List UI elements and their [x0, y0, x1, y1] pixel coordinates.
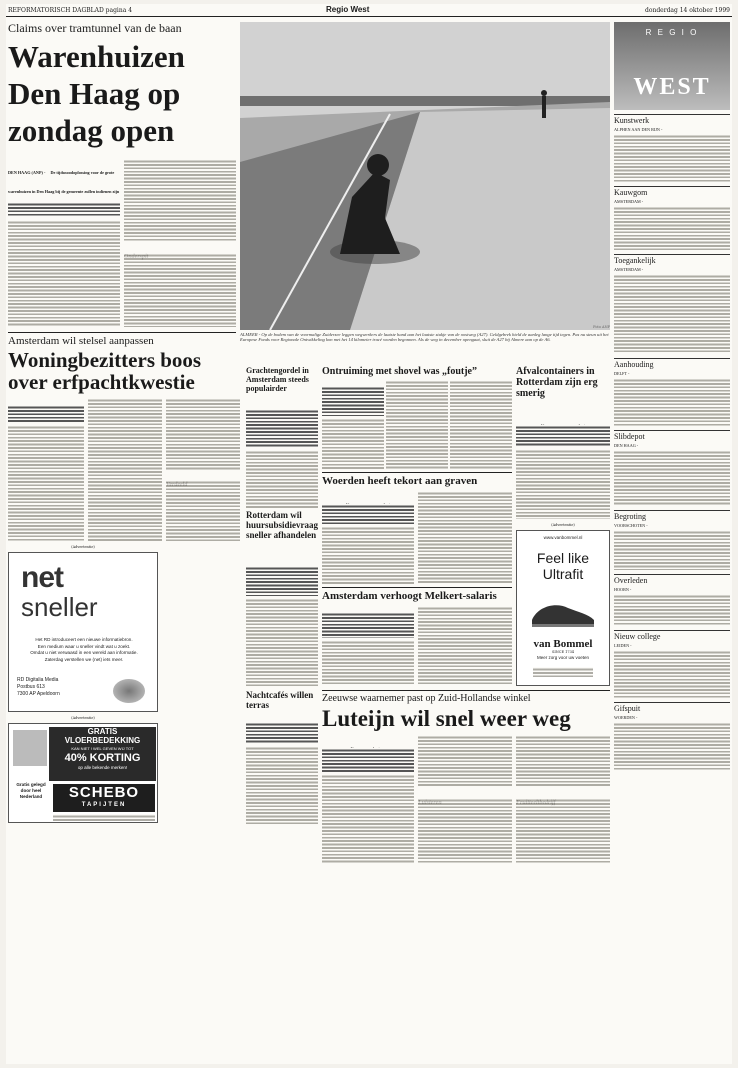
sidebar-item-body [614, 274, 730, 354]
article-7-col-1 [246, 598, 318, 686]
article-4-lead-lines [322, 386, 384, 416]
article-4-col-2 [386, 380, 448, 470]
main-article-kicker: Claims over tramtunnel van de baan [8, 21, 182, 35]
article-10-headline-box [322, 706, 610, 732]
newspaper-page [6, 4, 732, 1064]
ultrafit-ad-label: (Advertentie) [551, 523, 575, 527]
photo-caption-box [240, 332, 610, 362]
article-4-headline: Ontruiming met shovel was „foutje” [322, 366, 477, 377]
article-10-subhead-1-box [418, 789, 512, 797]
sidebar-item-dateline: VOORSCHOTEN - [614, 523, 648, 528]
shoe-icon [528, 594, 598, 630]
main-article-col-2a [124, 159, 236, 241]
sidebar-item-title: Kunstwerk [614, 114, 730, 125]
article-2-headline-line-2: over erfpachtkwestie [8, 370, 195, 394]
netsneller-line-3: Omdat u niet verwaasd in een wereld aan informatie. [30, 650, 138, 655]
main-article-lead-text: De tijdsnoodoplossing voor de grote warenhuizen in Den Haag bij de gemeente zullen indienen zijn [8, 170, 120, 194]
sidebar-item-body [614, 134, 730, 182]
article-6-headline-box [322, 475, 512, 489]
schebo-line-3: KAN NIET ! WEL GEVEN WIJ TOT [71, 746, 134, 751]
road-workers-photo [240, 22, 610, 330]
netsneller-line-1: Het RD introduceert een nieuwe informatiebron. [35, 637, 133, 642]
article-9-lead-lines [246, 722, 318, 744]
article-2-col-3a [166, 398, 240, 470]
schebo-offer [49, 727, 156, 781]
article-10-kicker-box [322, 693, 610, 705]
sidebar-item-body [614, 378, 730, 426]
netsneller-address-3: 7300 AP Apeldoorn [17, 691, 60, 697]
sidebar-item-body [614, 722, 730, 770]
regio-west-banner [614, 22, 730, 110]
article-2-kicker-box [8, 335, 236, 349]
article-9-headline: Nachtcafés willen terras [246, 690, 314, 710]
article-4-headline-box [322, 366, 512, 378]
main-headline-line-3: zondag open [8, 113, 175, 148]
article-6-headline: Woerden heeft tekort aan graven [322, 475, 478, 487]
main-headline-line-2: Den Haag op [8, 76, 181, 111]
netsneller-brand-sneller: sneller [21, 592, 98, 622]
photo-credit: Foto ANP [593, 325, 610, 329]
schebo-side-text [11, 782, 51, 806]
ultrafit-brand: van Bommel [533, 638, 593, 650]
netsneller-address-2: Postbus 613 [17, 684, 45, 690]
sidebar-item-dateline: LEIDEN - [614, 643, 632, 648]
article-10-col-2a [418, 735, 512, 787]
sidebar-item-title: Toegankelijk [614, 254, 730, 265]
article-3-headline-box [246, 366, 318, 402]
sidebar-item-body [614, 530, 730, 570]
page-header [6, 4, 732, 17]
article-2-headline [8, 349, 240, 395]
article-8-headline: Amsterdam verhoogt Melkert-salaris [322, 590, 497, 602]
ultrafit-tagline: Meer zorg voor uw voeten [536, 655, 590, 660]
header-left: REFORMATORISCH DAGBLAD pagina 4 [8, 7, 133, 14]
schebo-line-5: op alle bekende merken! [77, 765, 128, 770]
schebo-line-4: 40% KORTING [64, 752, 141, 764]
road-scene-illustration [240, 22, 610, 330]
ultrafit-brand-sub: SINCE 1734 [551, 650, 575, 654]
article-3-headline: Grachtengordel in Amsterdam steeds populairder [246, 366, 309, 393]
article-10-col-3a [516, 735, 610, 787]
article-10-col-3b [516, 798, 610, 864]
article-6-lead-lines [322, 504, 414, 524]
article-10-headline: Luteijn wil snel weer weg [322, 706, 571, 731]
header-date: donderdag 14 oktober 1999 [645, 7, 730, 14]
article-10-col-2b [418, 798, 512, 864]
article-2-col-1 [8, 425, 84, 541]
sidebar-item-title: Overleden [614, 574, 730, 585]
article-3-col-1 [246, 450, 318, 508]
ultrafit-store-lines [533, 667, 593, 677]
sidebar-item-body [614, 206, 730, 250]
sidebar-item-body [614, 450, 730, 506]
schebo-line-2: VLOERBEDEKKING [64, 736, 141, 745]
sidebar-item-dateline: WOERDEN - [614, 715, 638, 720]
netsneller-brand-net: net [21, 561, 63, 594]
main-headline-line-1: Warenhuizen [8, 39, 185, 74]
article-2-col-2 [88, 398, 162, 541]
main-article-col-2b [124, 253, 236, 327]
sidebar-item-title: Aanhouding [614, 358, 730, 369]
article-divider [8, 332, 236, 333]
article-7-headline: Rotterdam wil huursubsidievraag sneller afhandelen [246, 510, 319, 540]
schebo-brand-sub: TAPIJTEN [81, 802, 127, 808]
article-5-lead-lines [516, 425, 610, 447]
article-4-col-3 [450, 380, 512, 470]
schebo-logo [53, 784, 155, 812]
article-2-col-3b [166, 480, 240, 541]
article-5-headline-box [516, 366, 610, 410]
article-6-col-2 [418, 491, 512, 584]
article-8-col-1 [322, 640, 414, 686]
ultrafit-line-2: Ultrafit [542, 566, 584, 582]
sidebar-item [614, 510, 730, 574]
article-8-headline-box [322, 590, 512, 604]
article-9-headline-box [246, 690, 318, 714]
main-article-subhead-box [124, 243, 236, 251]
sidebar-item [614, 186, 730, 254]
sidebar-news-list [614, 114, 730, 854]
netsneller-ad-label: (Advertentie) [71, 545, 95, 549]
article-2-subhead-box [166, 471, 240, 479]
ultrafit-url[interactable]: www.vanbommel.nl [543, 535, 583, 540]
schebo-ad[interactable] [8, 723, 158, 823]
netsneller-ad[interactable] [8, 552, 158, 712]
schebo-side-1: Gratis gelegd [16, 782, 46, 787]
sidebar-item [614, 574, 730, 630]
schebo-brand: SCHEBO [68, 784, 140, 801]
carpet-roll-icon [13, 730, 47, 766]
article-8-col-2 [418, 606, 512, 686]
article-8-lead-lines [322, 612, 414, 638]
sidebar-item-dateline: DEN HAAG - [614, 443, 639, 448]
main-article-headline [8, 38, 240, 156]
sidebar-item-title: Begroting [614, 510, 730, 521]
header-section: Regio West [326, 5, 370, 14]
sidebar-item-dateline: AMSTERDAM - [614, 199, 644, 204]
article-2-kicker: Amsterdam wil stelsel aanpassen [8, 335, 154, 347]
schebo-side-3: Nederland [19, 794, 43, 799]
main-article-lead-lines [8, 202, 120, 216]
article-10-lead-lines [322, 748, 414, 772]
banner-west: WEST [633, 74, 711, 100]
article-2-lead-lines [8, 405, 84, 423]
article-9-col-1 [246, 746, 318, 826]
article-7-headline-box [246, 510, 318, 558]
main-article-col-1 [8, 220, 120, 327]
netsneller-line-4: Zaterdag verstellen we (net) iets meer. [44, 656, 124, 662]
article-3-lead-lines [246, 409, 318, 447]
ultrafit-line-1: Feel like [536, 550, 590, 566]
schebo-address-lines [53, 814, 155, 821]
sidebar-item-dateline: AMSTERDAM - [614, 267, 644, 272]
schebo-side-2: door heel [20, 788, 42, 793]
sidebar-item-title: Kauwgom [614, 186, 730, 197]
photo-caption: ALMEER - Op de bodem van de voormalige Zuiderzee leggen wegwerkers de laatste hand aan het laatste stukje van de oostweg (A27). Geldgebrek hield de aanleg lange tijd tegen. Pas nu steun uit het Europese Fonds voor Regionale Ontwikkeling kon met het 14 kilometer tracé worden begonnen. Als de weg in december opengaat, sluit de A27 bij Almere aan op de A6. [240, 332, 609, 343]
banner-regio: R E G I O [645, 28, 699, 37]
article-4-col-1 [322, 418, 384, 470]
article-10-kicker: Zeeuwse waarnemer past op Zuid-Hollandse winkel [322, 693, 531, 704]
sidebar-item-title: Slibdepot [614, 430, 730, 441]
article-10-subhead-2-box [516, 789, 610, 797]
sidebar-item [614, 254, 730, 358]
article-divider-3 [322, 587, 512, 588]
sidebar-item-dateline: HOORN - [614, 587, 632, 592]
sidebar-item [614, 630, 730, 702]
ultrafit-ad[interactable] [516, 530, 610, 686]
netsneller-address-1: RD Digitalia Media [17, 677, 59, 683]
article-5-headline: Afvalcontainers in Rotterdam zijn erg smerig [516, 366, 598, 399]
article-10-col-1 [322, 774, 414, 864]
article-divider-4 [322, 690, 610, 691]
article-2-headline-line-1: Woningbezitters boos [8, 348, 202, 372]
sidebar-item-body [614, 594, 730, 626]
netsneller-address [17, 677, 97, 707]
sidebar-item-title: Gifspuit [614, 702, 730, 713]
main-article-dateline: DEN HAAG (ANP) - [8, 170, 46, 175]
netsneller-text [15, 637, 153, 671]
sidebar-item [614, 114, 730, 186]
article-6-col-1 [322, 526, 414, 584]
sidebar-item [614, 358, 730, 430]
article-5-col-1 [516, 449, 610, 519]
netsneller-line-2: Een medium waar u sneller vindt wat u zoekt. [37, 643, 131, 649]
article-5-byline-box [516, 412, 610, 418]
sidebar-item-dateline: DELFT - [614, 371, 630, 376]
article-7-lead-lines [246, 566, 318, 596]
schebo-line-1: GRATIS [87, 727, 118, 736]
article-6-byline-box [322, 491, 414, 497]
sidebar-item-title: Nieuw college [614, 630, 730, 641]
sidebar-item-dateline: ALPHEN AAN DEN RIJN - [614, 127, 663, 132]
netsneller-logo [21, 563, 151, 633]
article-10-byline-box [322, 735, 414, 741]
wheel-icon [113, 679, 145, 703]
sidebar-item-body [614, 650, 730, 698]
sidebar-item [614, 702, 730, 774]
schebo-ad-label: (Advertentie) [71, 716, 95, 720]
article-divider-2 [322, 472, 512, 473]
sidebar-item [614, 430, 730, 510]
